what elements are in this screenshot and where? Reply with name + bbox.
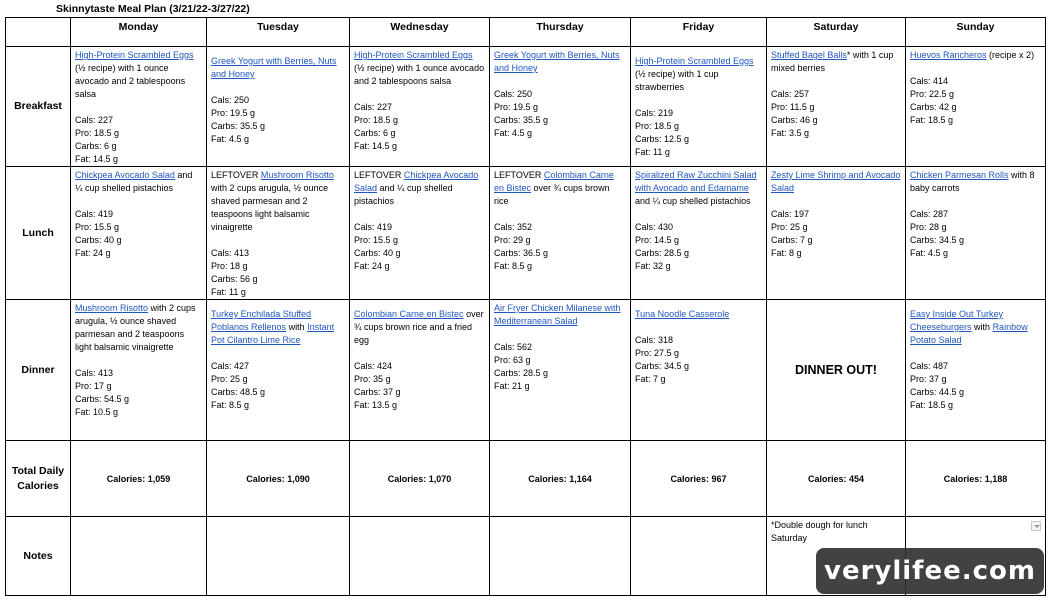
carbs-value: Carbs: 7 g [771,235,813,245]
dinner-cell-thursday [490,300,631,441]
protein-value: Pro: 17 g [75,381,112,391]
protein-value: Pro: 25 g [211,374,248,384]
carbs-value: Carbs: 40 g [75,235,122,245]
notes-cell-monday[interactable] [71,517,207,596]
totals-row [6,441,1046,517]
carbs-value: Carbs: 42 g [910,102,957,112]
protein-value: Pro: 19.5 g [494,102,539,112]
meal-prefix: LEFTOVER [494,170,544,180]
fat-value: Fat: 18.5 g [910,400,954,410]
lunch-cell-monday [71,167,207,300]
carbs-value: Carbs: 44.5 g [910,387,965,397]
notes-cell-friday[interactable] [631,517,767,596]
breakfast-cell-friday [631,47,767,167]
meal-description: with [971,322,993,332]
fat-value: Fat: 3.5 g [771,128,810,138]
dinner-cell-sunday [906,300,1046,441]
recipe-link[interactable]: Colombian Carne en Bistec [494,170,614,193]
dinner-cell-monday [71,300,207,441]
calories-value: Cals: 419 [354,222,393,232]
total-calories-tuesday: Calories: 1,090 [207,441,350,517]
day-header-tuesday: Tuesday [207,18,350,47]
lunch-cell-thursday [490,167,631,300]
day-header-friday: Friday [631,18,767,47]
row-label-dinner: Dinner [6,300,71,441]
recipe-link[interactable]: Mushroom Risotto [260,170,334,180]
calories-value: Cals: 419 [75,209,114,219]
total-calories-saturday: Calories: 454 [767,441,906,517]
lunch-row [6,167,1046,300]
calories-value: Cals: 424 [354,361,393,371]
meal-description: (½ recipe) with 1 ounce avocado and 2 tablespoons salsa [75,63,186,99]
recipe-link[interactable]: Greek Yogurt with Berries, Nuts and Honey [211,56,337,79]
meal-description: (recipe x 2) [986,50,1035,60]
lunch-cell-friday [631,167,767,300]
protein-value: Pro: 18.5 g [635,121,680,131]
day-header-monday: Monday [71,18,207,47]
carbs-value: Carbs: 28.5 g [494,368,549,378]
meal-description: with 2 cups arugula, ½ ounce shaved parmesan and 2 teaspoons light balsamic vinaigrette [75,303,196,352]
lunch-cell-tuesday [207,167,350,300]
calories-value: Cals: 257 [771,89,810,99]
protein-value: Pro: 19.5 g [211,108,256,118]
fat-value: Fat: 14.5 g [75,154,119,164]
recipe-link[interactable]: Colombian Carne en Bistec [354,309,464,319]
meal-description: and ¼ cup shelled pistachios [635,196,751,206]
total-calories-friday: Calories: 967 [631,441,767,517]
recipe-link[interactable]: Huevos Rancheros [910,50,987,60]
fat-value: Fat: 8 g [771,248,802,258]
breakfast-cell-wednesday [350,47,490,167]
day-header-wednesday: Wednesday [350,18,490,47]
protein-value: Pro: 14.5 g [635,235,680,245]
notes-cell-tuesday[interactable] [207,517,350,596]
lunch-cell-sunday [906,167,1046,300]
breakfast-cell-monday [71,47,207,167]
meal-description: (½ recipe) with 1 ounce avocado and 2 tablespoons salsa [354,63,485,86]
carbs-value: Carbs: 35.5 g [211,121,266,131]
carbs-value: Carbs: 6 g [354,128,396,138]
protein-value: Pro: 37 g [910,374,947,384]
dinner-cell-friday [631,300,767,441]
dinner-cell-tuesday [207,300,350,441]
calories-value: Cals: 430 [635,222,674,232]
protein-value: Pro: 15.5 g [354,235,399,245]
recipe-link[interactable]: Air Fryer Chicken Milanese with Mediterranean Salad [494,303,621,326]
total-calories-monday: Calories: 1,059 [71,441,207,517]
protein-value: Pro: 11.5 g [771,102,815,112]
calories-value: Cals: 318 [635,335,674,345]
fat-value: Fat: 11 g [635,147,670,157]
fat-value: Fat: 21 g [494,381,530,391]
fat-value: Fat: 24 g [354,261,390,271]
protein-value: Pro: 63 g [494,355,531,365]
row-label-lunch: Lunch [6,167,71,300]
protein-value: Pro: 18.5 g [75,128,120,138]
fat-value: Fat: 7 g [635,374,666,384]
fat-value: Fat: 11 g [211,287,246,297]
recipe-link[interactable]: Mushroom Risotto [75,303,149,313]
calories-value: Cals: 227 [75,115,114,125]
meal-description: over ¾ cups brown rice and a fried egg [354,309,484,345]
protein-value: Pro: 27.5 g [635,348,680,358]
carbs-value: Carbs: 37 g [354,387,401,397]
meal-description: and ¼ cup shelled pistachios [354,183,453,206]
calories-value: Cals: 219 [635,108,674,118]
notes-cell-thursday[interactable] [490,517,631,596]
fat-value: Fat: 8.5 g [494,261,533,271]
carbs-value: Carbs: 40 g [354,248,401,258]
recipe-link[interactable]: Chickpea Avocado Salad [354,170,479,193]
breakfast-cell-thursday [490,47,631,167]
protein-value: Pro: 18.5 g [354,115,399,125]
recipe-link[interactable]: Turkey Enchilada Stuffed Poblanos Rellenos [211,309,312,332]
dinner-cell-wednesday [350,300,490,441]
side-recipe-link[interactable]: Rainbow Potato Salad [910,322,1028,345]
side-recipe-link[interactable]: Instant Pot Cilantro Lime Rice [211,322,335,345]
protein-value: Pro: 22.5 g [910,89,955,99]
carbs-value: Carbs: 34.5 g [635,361,690,371]
protein-value: Pro: 18 g [211,261,248,271]
recipe-link[interactable]: Spiralized Raw Zucchini Salad with Avocado and Edamame [635,170,757,193]
day-header-saturday: Saturday [767,18,906,47]
fat-value: Fat: 4.5 g [494,128,533,138]
dropdown-arrow-icon[interactable] [1031,521,1041,531]
fat-value: Fat: 24 g [75,248,111,258]
calories-value: Cals: 487 [910,361,949,371]
fat-value: Fat: 32 g [635,261,671,271]
calories-value: Cals: 250 [211,95,250,105]
calories-value: Cals: 413 [75,368,114,378]
fat-value: Fat: 13.5 g [354,400,398,410]
meal-description: (½ recipe) with 1 cup strawberries [635,69,719,92]
protein-value: Pro: 25 g [771,222,808,232]
meal-description: and ¼ cup shelled pistachios [75,170,193,193]
breakfast-cell-tuesday [207,47,350,167]
carbs-value: Carbs: 34.5 g [910,235,965,245]
protein-value: Pro: 35 g [354,374,391,384]
lunch-cell-saturday [767,167,906,300]
breakfast-row [6,47,1046,167]
dinner-cell-saturday [767,300,906,441]
calories-value: Cals: 427 [211,361,250,371]
recipe-link[interactable]: Zesty Lime Shrimp and Avocado Salad [771,170,901,193]
recipe-link[interactable]: High-Protein Scrambled Eggs [75,50,194,60]
protein-value: Pro: 15.5 g [75,222,120,232]
header-row [6,18,1046,47]
watermark-text: verylifee.com [824,556,1036,586]
calories-value: Cals: 562 [494,342,533,352]
meal-plan-table [5,17,1046,596]
carbs-value: Carbs: 48.5 g [211,387,266,397]
calories-value: Cals: 227 [354,102,393,112]
day-header-sunday: Sunday [906,18,1046,47]
lunch-cell-wednesday [350,167,490,300]
carbs-value: Carbs: 54.5 g [75,394,130,404]
fat-value: Fat: 10.5 g [75,407,119,417]
carbs-value: Carbs: 12.5 g [635,134,690,144]
breakfast-cell-saturday [767,47,906,167]
recipe-link[interactable]: Tuna Noodle Casserole [635,309,730,319]
fat-value: Fat: 4.5 g [211,134,250,144]
corner-cell [6,18,71,47]
meal-description: over ¾ cups brown rice [494,183,610,206]
calories-value: Cals: 414 [910,76,949,86]
carbs-value: Carbs: 46 g [771,115,818,125]
fat-value: Fat: 14.5 g [354,141,398,151]
total-calories-sunday: Calories: 1,188 [906,441,1046,517]
notes-cell-wednesday[interactable] [350,517,490,596]
meal-prefix: LEFTOVER [354,170,404,180]
meal-description: with [286,322,308,332]
calories-value: Cals: 413 [211,248,250,258]
recipe-link[interactable]: High-Protein Scrambled Eggs [354,50,473,60]
calories-value: Cals: 352 [494,222,533,232]
carbs-value: Carbs: 6 g [75,141,117,151]
recipe-link[interactable]: Stuffed Bagel Balls [771,50,847,60]
dinner-row [6,300,1046,441]
row-label-notes: Notes [6,517,71,596]
carbs-value: Carbs: 56 g [211,274,258,284]
carbs-value: Carbs: 36.5 g [494,248,549,258]
plan-title: Skinnytaste Meal Plan (3/21/22-3/27/22) [56,3,250,15]
meal-description: * with 1 cup mixed berries [771,50,894,73]
recipe-link[interactable]: Easy Inside Out Turkey Cheeseburgers [910,309,1004,332]
total-calories-wednesday: Calories: 1,070 [350,441,490,517]
notes-cell-saturday[interactable]: *Double dough for lunch Saturday [767,517,906,596]
fat-value: Fat: 18.5 g [910,115,954,125]
calories-value: Cals: 250 [494,89,533,99]
protein-value: Pro: 28 g [910,222,947,232]
recipe-link[interactable]: Chickpea Avocado Salad [75,170,175,180]
total-calories-thursday: Calories: 1,164 [490,441,631,517]
carbs-value: Carbs: 28.5 g [635,248,690,258]
protein-value: Pro: 29 g [494,235,531,245]
fat-value: Fat: 8.5 g [211,400,250,410]
recipe-link[interactable]: Greek Yogurt with Berries, Nuts and Honey [494,50,620,73]
carbs-value: Carbs: 35.5 g [494,115,549,125]
breakfast-cell-sunday [906,47,1046,167]
row-label-breakfast: Breakfast [6,47,71,167]
fat-value: Fat: 4.5 g [910,248,949,258]
dinner-out-label: DINNER OUT! [795,363,877,377]
calories-value: Cals: 197 [771,209,810,219]
day-header-thursday: Thursday [490,18,631,47]
recipe-link[interactable]: Chicken Parmesan Rolls [910,170,1009,180]
row-label-total: Total Daily Calories [6,441,71,517]
meal-description: with 8 baby carrots [910,170,1035,193]
recipe-link[interactable]: High-Protein Scrambled Eggs [635,56,754,66]
calories-value: Cals: 287 [910,209,949,219]
watermark-badge [816,548,1044,594]
meal-description: with 2 cups arugula, ½ ounce shaved parmesan and 2 teaspoons light balsamic vinaigrette [211,183,329,232]
meal-prefix: LEFTOVER [211,170,261,180]
